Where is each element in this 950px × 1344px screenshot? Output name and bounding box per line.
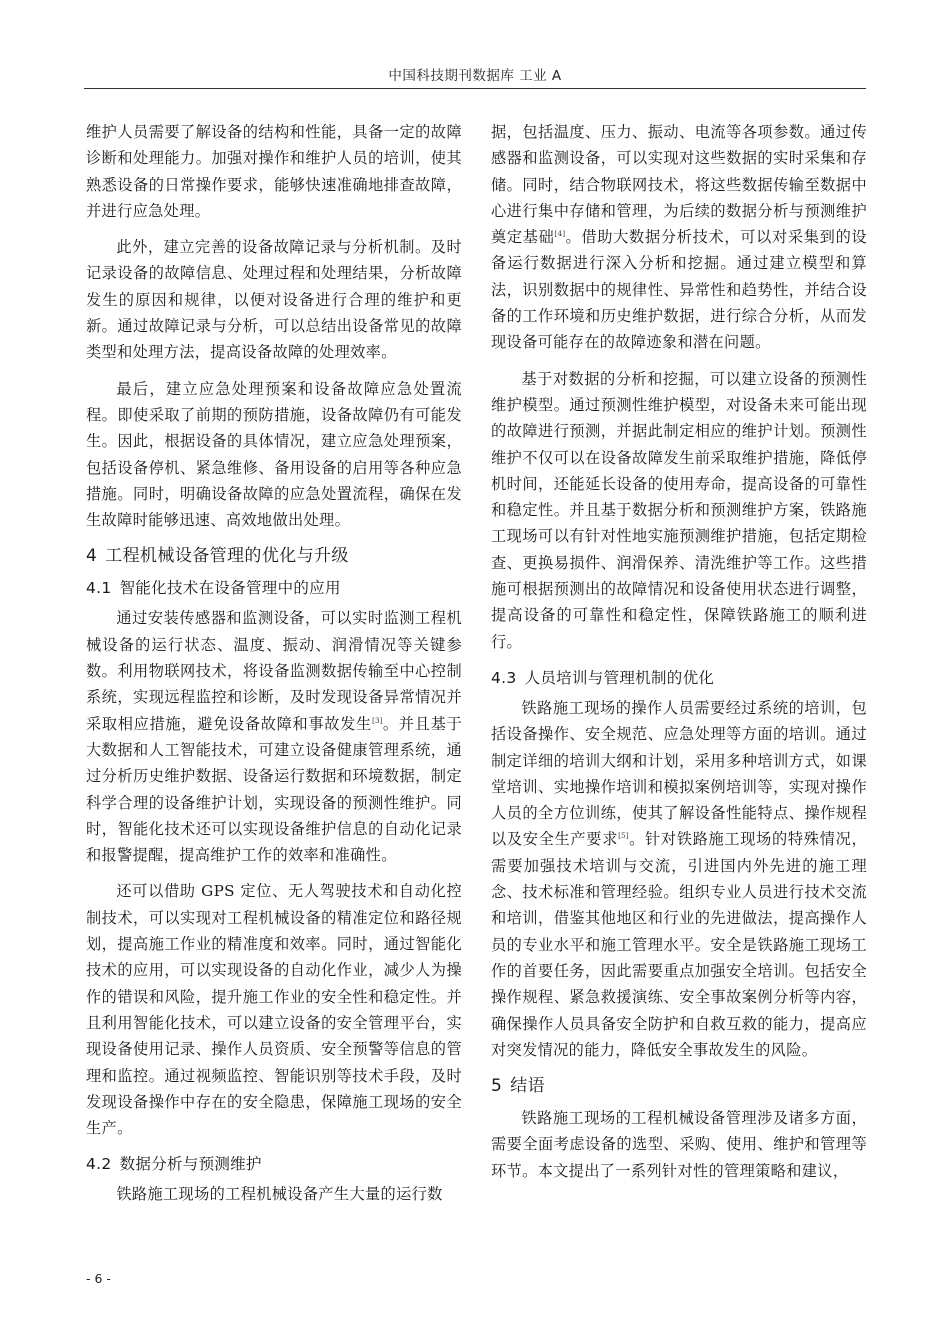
section-number: 4 (86, 546, 98, 567)
paragraph-text: 。借助大数据分析技术，可以对采集到的设备运行数据进行深入分析和挖掘。通过建立模型和算法，识别数据中的规律性、异常性和趋势性，并结合设备的工作环境和历史维护数据，进行综合分析，从而发现设备可能存在的故障迹象和潜在问题。 (491, 228, 867, 352)
paragraph-text: 通过安装传感器和监测设备，可以实时监测工程机械设备的运行状态、温度、振动、润滑情况等关键参数。利用物联网技术，将设备监测数据传输至中心控制系统，实现远程监控和诊断，及时发现设备异常情况并采取相应措施，避免设备故障和事故发生 (86, 609, 462, 733)
right-column (491, 119, 867, 1194)
subsection-heading-4-3 (491, 665, 867, 691)
subsection-number: 4.1 (86, 579, 112, 598)
subsection-title: 人员培训与管理机制的优化 (524, 668, 715, 687)
subsection-title: 智能化技术在设备管理中的应用 (119, 579, 341, 598)
paragraph-text: 。并且基于大数据和人工智能技术，可建立设备健康管理系统，通过分析历史维护数据、设备运行数据和环境数据，制定科学合理的设备维护计划，实现设备的预测性维护。同时，智能化技术还可以实现设备维护信息的自动化记录和报警提醒，提高维护工作的效率和准确性。 (86, 714, 462, 865)
paragraph-text: 。针对铁路施工现场的特殊情况，需要加强技术培训与交流，引进国内外先进的施工理念、技术标准和管理经验。组织专业人员进行技术交流和培训，借鉴其他地区和行业的先进做法，提高操作人员的专业水平和施工管理水平。安全是铁路施工现场工作的首要任务，因此需要重点加强安全培训。包括安全操作规程、紧急救援演练、安全事故案例分析等内容，确保操作人员具备安全防护和自救互救的能力，提高应对突发情况的能力，降低安全事故发生的风险。 (491, 830, 867, 1059)
running-header: 中国科技期刊数据库 工业 A (388, 68, 562, 84)
paragraph: 此外，建立完善的设备故障记录与分析机制。及时记录设备的故障信息、处理过程和处理结果，分析故障发生的原因和规律，以便对设备进行合理的维护和更新。通过故障记录与分析，可以总结出设备常见的故障类型和处理方法，提高设备故障的处理效率。 (86, 238, 462, 362)
header-divider (84, 88, 866, 89)
section-title: 结语 (510, 1076, 546, 1097)
paragraph: 还可以借助 GPS 定位、无人驾驶技术和自动化控制技术，可以实现对工程机械设备的精准定位和路径规划，提高施工作业的精准度和效率。同时，通过智能化技术的应用，可以实现设备的自动化作业，减少人为操作的错误和风险，提升施工作业的安全性和稳定性。并且利用智能化技术，可以建立设备的安全管理平台，实现设备使用记录、操作人员资质、安全预警等信息的管理和监控。通过视频监控、智能识别等技术手段，及时发现设备操作中存在的安全隐患，保障施工现场的安全生产。 (86, 882, 462, 1138)
section-heading-4 (86, 543, 462, 569)
page-number: - 6 - (86, 1271, 111, 1286)
paragraph: 最后，建立应急处理预案和设备故障应急处置流程。即使采取了前期的预防措施，设备故障仍有可能发生。因此，根据设备的具体情况，建立应急处理预案，包括设备停机、紧急维修、备用设备的启用等各种应急措施。同时，明确设备故障的应急处置流程，确保在发生故障时能够迅速、高效地做出处理。 (86, 379, 462, 530)
subsection-heading-4-1 (86, 575, 462, 601)
section-number: 5 (491, 1076, 503, 1097)
citation-ref: [5] (618, 831, 629, 841)
citation-ref: [4] (554, 229, 566, 239)
paragraph-text: 据，包括温度、压力、振动、电流等各项参数。通过传感器和监测设备，可以实现对这些数据的实时采集和存储。同时，结合物联网技术，将这些数据传输至数据中心进行集中存储和管理，为后续的数据分析与预测维护奠定基础 (491, 123, 867, 247)
paragraph (86, 605, 462, 868)
section-heading-5 (491, 1073, 867, 1099)
subsection-heading-4-2 (86, 1151, 462, 1177)
citation-ref: [3] (371, 715, 383, 725)
section-title: 工程机械设备管理的优化与升级 (105, 546, 349, 567)
paragraph-text: 铁路施工现场的操作人员需要经过系统的培训，包括设备操作、安全规范、应急处理等方面的培训。通过制定详细的培训大纲和计划，采用多种培训方式，如课堂培训、实地操作培训和模拟案例培训等，实现对操作人员的全方位训练，使其了解设备性能特点、操作规程以及安全生产要求 (491, 698, 867, 849)
paragraph: 基于对数据的分析和挖掘，可以建立设备的预测性维护模型。通过预测性维护模型，对设备未来可能出现的故障进行预测，并据此制定相应的维护计划。预测性维护不仅可以在设备故障发生前采取维护措施，降低停机时间，还能延长设备的使用寿命，提高设备的可靠性和稳定性。并且基于数据分析和预测维护方案，铁路施工现场可以有针对性地实施预测维护措施，包括定期检查、更换易损件、润滑保养、清洗维护等工作。这些措施可根据预测出的故障情况和设备使用状态进行调整，提高设备的可靠性和稳定性，保障铁路施工的顺利进行。 (491, 369, 867, 651)
subsection-title: 数据分析与预测维护 (119, 1155, 262, 1174)
paragraph: 铁路施工现场的工程机械设备产生大量的运行数 (116, 1185, 443, 1204)
paragraph (491, 119, 867, 356)
left-column (86, 119, 462, 1218)
subsection-number: 4.3 (491, 668, 517, 687)
paragraph: 铁路施工现场的工程机械设备管理涉及诸多方面，需要全面考虑设备的选型、采购、使用、维护和管理等环节。本文提出了一系列针对性的管理策略和建议， (491, 1109, 867, 1180)
paragraph (491, 695, 867, 1063)
subsection-number: 4.2 (86, 1155, 112, 1174)
paragraph: 维护人员需要了解设备的结构和性能，具备一定的故障诊断和处理能力。加强对操作和维护人员的培训，使其熟悉设备的日常操作要求，能够快速准确地排查故障，并进行应急处理。 (86, 123, 462, 220)
